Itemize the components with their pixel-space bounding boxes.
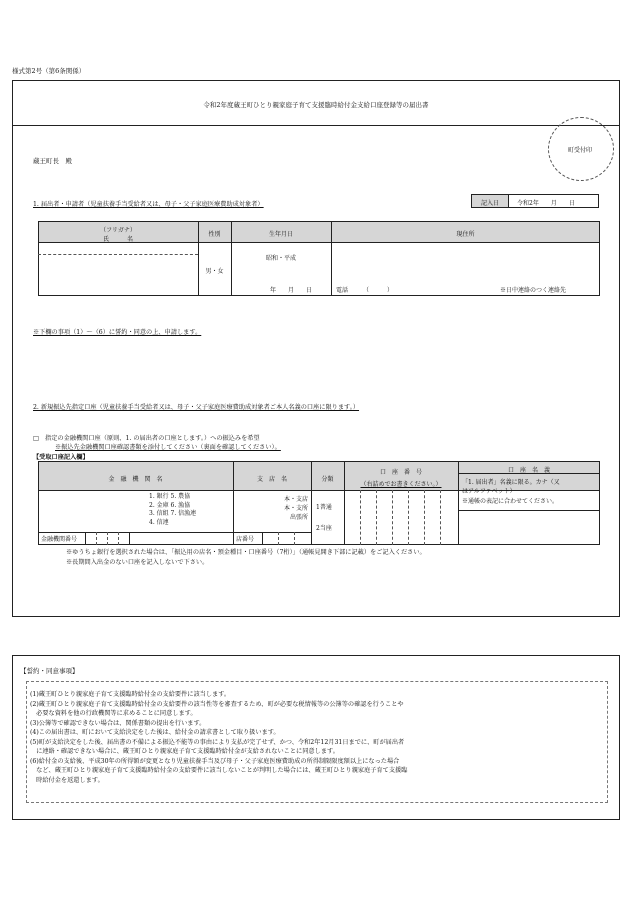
bank-type-option[interactable]: 4. 信連	[149, 518, 169, 526]
agreement-item: など、蔵王町ひとり親家庭子育て支援臨時給付金の支給要件に該当しないことが判明した場合には、蔵王町ひとり親家庭子育て支援臨	[30, 767, 408, 774]
gender-choice[interactable]: 男・女	[205, 268, 224, 275]
header-account-no: 口 座 番 号	[379, 469, 422, 476]
furigana-field[interactable]	[40, 245, 196, 253]
branch-code-label: 店番号	[236, 536, 255, 543]
branch-code-field[interactable]	[263, 533, 310, 544]
addressee: 蔵王町長 殿	[33, 157, 72, 165]
bank-code-field[interactable]	[86, 533, 129, 544]
agreement-item: (3)公簿等で確認できない場合は、関係書類の提出を行います。	[30, 719, 206, 727]
yucho-note: ※ゆうちょ銀行を選択された場合は、「振込用の店名・預金種目・口座番号（7桁）」（通帳見開き下部に記載）をご記入ください。	[66, 549, 426, 556]
pledge-note: ※下欄の事項（1）～（6）に誓約・同意の上、申請します。	[33, 329, 202, 336]
receipt-label: 【受取口座記入欄】	[33, 454, 89, 461]
header-dob: 生年月日	[268, 231, 293, 238]
header-branch: 支 店 名	[256, 476, 287, 483]
section2-heading: 2. 新規振込先指定口座（児童扶養手当受給者又は、母子・父子家庭医療費助成対象者ご本人名義の口座に限ります。）	[33, 404, 360, 411]
entry-date-label: 記入日	[480, 200, 499, 207]
agreement-item: (1)蔵王町ひとり親家庭子育て支援臨時給付金の支給要件に該当します。	[30, 691, 231, 698]
header-address: 現住所	[456, 231, 475, 238]
branch-name-field[interactable]	[235, 493, 275, 531]
header-holder: 口 座 名 義	[507, 467, 550, 474]
address-field[interactable]	[333, 245, 598, 281]
branch-type-option[interactable]: 本・支所	[283, 505, 308, 512]
header-furigana: （フリガナ）	[100, 227, 136, 234]
account-holder-field[interactable]	[460, 512, 598, 544]
bank-name-field[interactable]	[40, 493, 140, 533]
branch-type-list[interactable]	[276, 495, 308, 522]
form-title: 令和2年度蔵王町ひとり親家庭子育て支援臨時給付金支給口座登録等の届出書	[203, 101, 429, 109]
bank-code-label: 金融機関番号	[41, 536, 78, 543]
account-checkbox[interactable]: □ 指定の金融機関口座（原則、1. の届出者の口座とします。）への振込みを希望	[33, 435, 260, 442]
phone-note: ※日中連絡のつく連絡先	[500, 287, 567, 294]
header-bank: 金 融 機 関 名	[108, 476, 163, 483]
header-gender: 性別	[208, 231, 221, 238]
agreement-items	[30, 690, 407, 785]
agreement-item: に連絡・確認できない場合に、蔵王町ひとり親家庭子育て支援臨時給付金が支給されないことに同意します。	[30, 748, 339, 755]
header-type: 分類	[321, 476, 334, 483]
agreement-item: (5)町が支給決定をした後、届出書の不備による振込不能等の事由により支払が完了せず、かつ、令和2年12月31日までに、町が届出者	[30, 738, 405, 746]
holder-note-1: 「1. 届出者」名義に限る。カナ（又	[462, 479, 560, 486]
account-type-option[interactable]: 1普通	[316, 504, 332, 511]
branch-type-option[interactable]: 本・支店	[283, 496, 308, 503]
agreement-item: (4)この届出書は、町において支給決定をした後は、給付金の請求書として取り扱います。	[30, 729, 280, 736]
dob-date-field[interactable]: 年 月 日	[270, 287, 313, 294]
account-checkbox-note: ※振込先金融機関口座確認書類を添付してください（裏面を確認してください）。	[55, 444, 281, 451]
header-name: 氏 名	[102, 236, 133, 243]
title-divider	[12, 125, 620, 126]
form-number: 様式第2号（第6条関係）	[12, 67, 86, 75]
holder-note-3: ※通帳の表記に合わせてください。	[462, 498, 559, 505]
agreement-item: 時給付金を返還します。	[30, 776, 104, 784]
entry-date-value[interactable]: 令和2年 月 日	[517, 200, 575, 207]
account-type-option[interactable]: 2当座	[316, 525, 332, 532]
header-account-no-note: （右詰めでお書きください。）	[360, 481, 442, 488]
dob-era-choice[interactable]: 昭和・平成	[265, 255, 296, 262]
phone-field[interactable]: 電話 （ ）	[336, 287, 394, 294]
agreement-heading: 【誓約・同意事項】	[20, 667, 79, 675]
reception-stamp-label: 町受付印	[567, 147, 592, 154]
agreement-item: (6)給付金の支給後、平成30年の所得額が変更となり児童扶養手当及び母子・父子家庭医療費助成の所得制限限度額以上になった場合	[30, 757, 400, 765]
dormant-account-note: ※長期間入出金のない口座を記入しないで下さい。	[66, 559, 209, 566]
holder-note-2: はアルファベット）	[462, 488, 516, 495]
bank-type-option[interactable]: 3. 信組 7. 信漁連	[149, 510, 197, 517]
section1-heading: 1. 届出者・申請者（児童扶養手当受給者又は、母子・父子家庭医療費助成対象者）	[33, 201, 264, 208]
branch-type-option[interactable]: 出張所	[289, 514, 308, 521]
bank-type-option[interactable]: 2. 金庫 6. 漁協	[149, 501, 191, 509]
bank-type-option[interactable]: 1. 銀行 5. 農協	[149, 493, 191, 500]
agreement-item: (2)蔵王町ひとり親家庭子育て支援臨時給付金の支給要件の該当性等を審査するため、町が必要な税情報等の公簿等の確認を行うことや	[30, 700, 404, 708]
agreement-item: 必要な資料を他の行政機関等に求めることに同意します。	[30, 710, 197, 717]
name-field[interactable]	[40, 258, 196, 294]
account-number-field[interactable]	[345, 491, 457, 544]
bank-type-list[interactable]	[149, 493, 196, 527]
